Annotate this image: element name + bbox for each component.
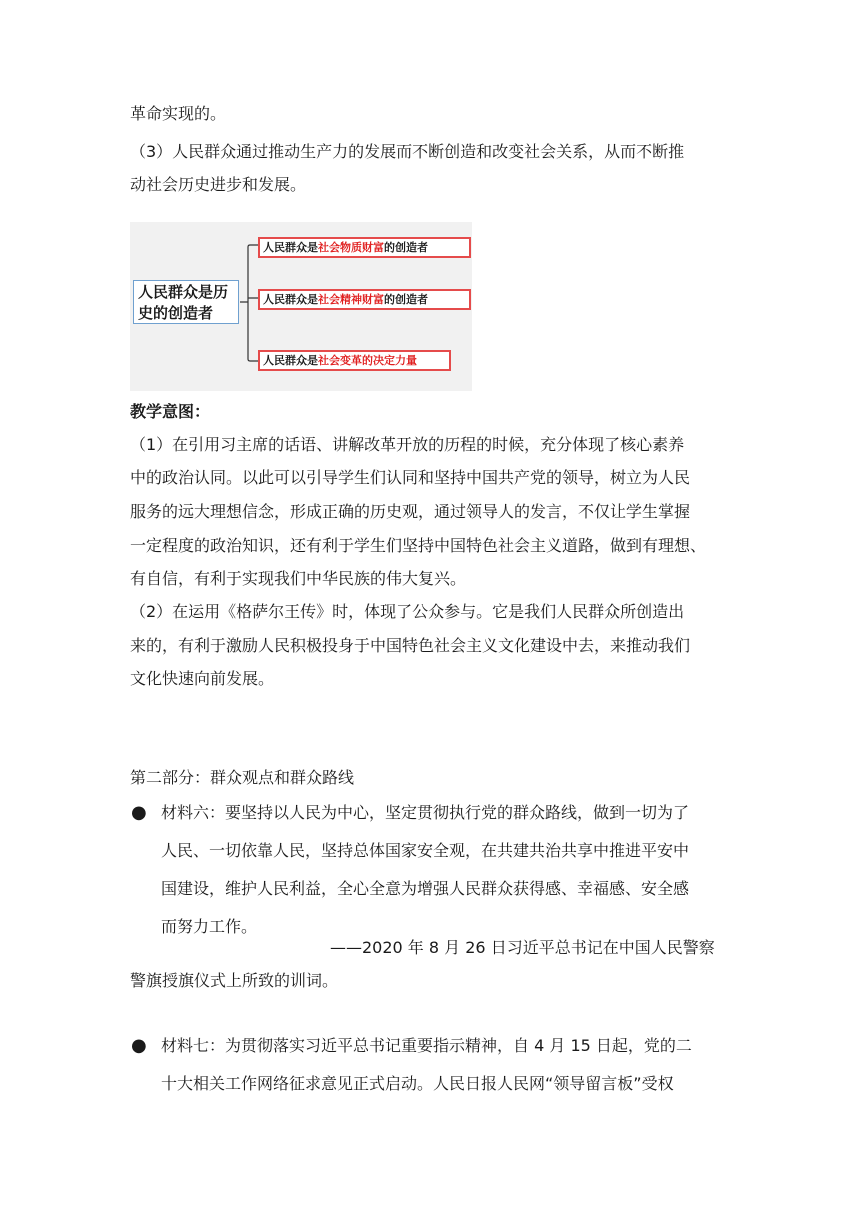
source-line: ——2020 年 8 月 26 日习近平总书记在中国人民警察 <box>330 938 715 957</box>
branch-prefix: 人民群众是 <box>263 354 318 367</box>
diagram-branch <box>258 289 471 310</box>
concept-diagram <box>130 222 472 391</box>
section-title: 第二部分：群众观点和群众路线 <box>130 768 355 787</box>
branch-highlight: 社会变革的决定力量 <box>318 354 417 367</box>
bullet-icon: ● <box>131 1035 147 1056</box>
intent-heading: 教学意图： <box>130 402 211 421</box>
branch-prefix: 人民群众是 <box>263 293 318 306</box>
diagram-main-line: 人民群众是历 <box>138 283 229 301</box>
branch-prefix: 人民群众是 <box>263 241 318 254</box>
diagram-main-line: 史的创造者 <box>138 304 214 322</box>
bullet-icon: ● <box>131 802 147 823</box>
branch-highlight: 社会物质财富 <box>318 241 384 254</box>
diagram-main-node <box>133 280 239 324</box>
paragraph-line: 来的，有利于激励人民积极投身于中国特色社会主义文化建设中去，来推动我们 <box>130 636 691 655</box>
paragraph-line: （1）在引用习主席的话语、讲解改革开放的历程的时候，充分体现了核心素养 <box>130 435 685 454</box>
paragraph-line: 有自信，有利于实现我们中华民族的伟大复兴。 <box>130 569 467 588</box>
paragraph-line: 材料六：要坚持以人民为中心，坚定贯彻执行党的群众路线，做到一切为了 <box>161 803 690 822</box>
paragraph-line: 人民、一切依靠人民，坚持总体国家安全观，在共建共治共享中推进平安中 <box>161 841 690 860</box>
diagram-branch <box>258 237 471 258</box>
paragraph-line: 一定程度的政治知识，还有利于学生们坚持中国特色社会主义道路，做到有理想、 <box>130 536 707 555</box>
branch-highlight: 社会精神财富 <box>318 293 384 306</box>
branch-suffix: 的创造者 <box>384 241 428 254</box>
paragraph-line: 服务的远大理想信念，形成正确的历史观，通过领导人的发言，不仅让学生掌握 <box>130 502 691 521</box>
paragraph-line: 材料七：为贯彻落实习近平总书记重要指示精神，自 4 月 15 日起，党的二 <box>161 1036 692 1055</box>
paragraph-line: （3）人民群众通过推动生产力的发展而不断创造和改变社会关系，从而不断推 <box>130 142 685 161</box>
paragraph-line: 十大相关工作网络征求意见正式启动。人民日报人民网“领导留言板”受权 <box>161 1074 674 1093</box>
paragraph-line: 中的政治认同。以此可以引导学生们认同和坚持中国共产党的领导，树立为人民 <box>130 468 691 487</box>
paragraph-line: 国建设，维护人民利益，全心全意为增强人民群众获得感、幸福感、安全感 <box>161 879 690 898</box>
paragraph-line: 革命实现的。 <box>130 104 227 123</box>
diagram-branch <box>258 350 451 371</box>
paragraph-line: 动社会历史进步和发展。 <box>130 175 307 194</box>
paragraph-line: 而努力工作。 <box>161 917 258 936</box>
source-line: 警旗授旗仪式上所致的训词。 <box>130 971 339 990</box>
paragraph-line: （2）在运用《格萨尔王传》时，体现了公众参与。它是我们人民群众所创造出 <box>130 602 685 621</box>
branch-suffix: 的创造者 <box>384 293 428 306</box>
paragraph-line: 文化快速向前发展。 <box>130 669 275 688</box>
